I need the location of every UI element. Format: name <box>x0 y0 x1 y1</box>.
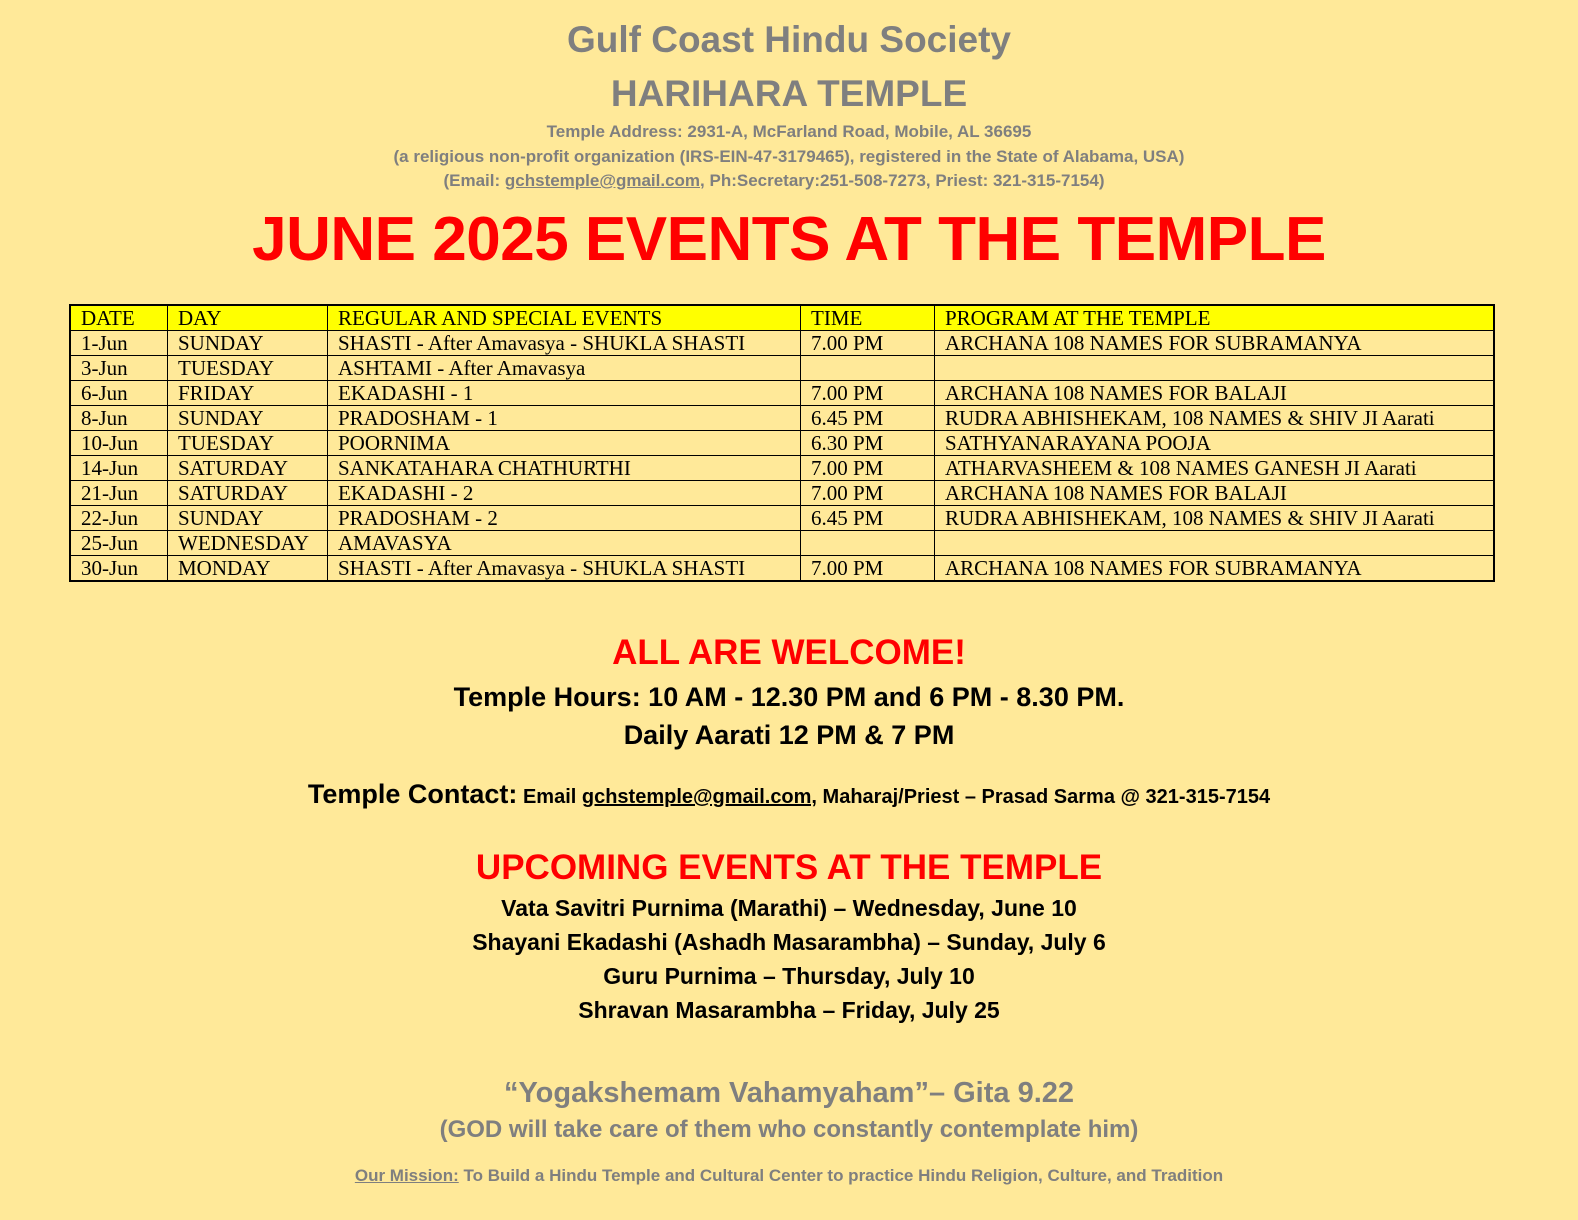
cell-time <box>801 356 935 381</box>
cell-date: 3-Jun <box>70 356 168 381</box>
cell-day: MONDAY <box>168 556 328 582</box>
cell-date: 21-Jun <box>70 481 168 506</box>
header-date: DATE <box>70 305 168 331</box>
cell-program: RUDRA ABHISHEKAM, 108 NAMES & SHIV JI Aarati <box>935 406 1495 431</box>
list-item: Shravan Masarambha – Friday, July 25 <box>578 997 1000 1023</box>
daily-aarati: Daily Aarati 12 PM & 7 PM <box>623 720 955 750</box>
cell-day: TUESDAY <box>168 431 328 456</box>
cell-program: ARCHANA 108 NAMES FOR BALAJI <box>935 381 1495 406</box>
cell-program: ARCHANA 108 NAMES FOR SUBRAMANYA <box>935 556 1495 582</box>
cell-day: SATURDAY <box>168 481 328 506</box>
cell-day: FRIDAY <box>168 381 328 406</box>
org-name: Gulf Coast Hindu Society <box>566 19 1012 60</box>
cell-date: 30-Jun <box>70 556 168 582</box>
cell-day: WEDNESDAY <box>168 531 328 556</box>
header-time: TIME <box>801 305 935 331</box>
cell-program: RUDRA ABHISHEKAM, 108 NAMES & SHIV JI Aarati <box>935 506 1495 531</box>
cell-date: 8-Jun <box>70 406 168 431</box>
mission-statement <box>0 1163 1578 1189</box>
cell-day: SUNDAY <box>168 406 328 431</box>
cell-time: 6.45 PM <box>801 406 935 431</box>
cell-day: SATURDAY <box>168 456 328 481</box>
cell-date: 25-Jun <box>70 531 168 556</box>
cell-event: AMAVASYA <box>328 531 801 556</box>
cell-program: ARCHANA 108 NAMES FOR SUBRAMANYA <box>935 331 1495 356</box>
cell-event: ASHTAMI - After Amavasya <box>328 356 801 381</box>
phone-info: , Ph:Secretary:251-508-7273, Priest: 321-315-7154) <box>700 171 1105 190</box>
cell-program <box>935 531 1495 556</box>
cell-event: PRADOSHAM - 2 <box>328 506 801 531</box>
cell-time <box>801 531 935 556</box>
header-events: REGULAR AND SPECIAL EVENTS <box>328 305 801 331</box>
cell-date: 10-Jun <box>70 431 168 456</box>
cell-program: SATHYANARAYANA POOJA <box>935 431 1495 456</box>
header-email-link[interactable]: gchstemple@gmail.com <box>504 171 701 190</box>
header-program: PROGRAM AT THE TEMPLE <box>935 305 1495 331</box>
cell-date: 6-Jun <box>70 381 168 406</box>
temple-address: Temple Address: 2931-A, McFarland Road, Mobile, AL 36695 <box>546 122 1032 141</box>
table-row <box>70 456 1494 481</box>
cell-time: 7.00 PM <box>801 556 935 582</box>
mission-text: To Build a Hindu Temple and Cultural Center to practice Hindu Religion, Culture, and Tradition <box>458 1166 1224 1185</box>
table-row <box>70 406 1494 431</box>
quote-meaning: (GOD will take care of them who constantly contemplate him) <box>439 1116 1139 1143</box>
mission-label: Our Mission: <box>354 1166 459 1185</box>
cell-program: ARCHANA 108 NAMES FOR BALAJI <box>935 481 1495 506</box>
cell-day: SUNDAY <box>168 331 328 356</box>
cell-day: TUESDAY <box>168 356 328 381</box>
cell-day: SUNDAY <box>168 506 328 531</box>
table-row <box>70 356 1494 381</box>
table-row <box>70 481 1494 506</box>
email-prefix: (Email: <box>443 171 505 190</box>
list-item: Shayani Ekadashi (Ashadh Masarambha) – Sunday, July 6 <box>472 929 1106 955</box>
temple-hours: Temple Hours: 10 AM - 12.30 PM and 6 PM - 8.30 PM. <box>453 682 1125 712</box>
cell-date: 1-Jun <box>70 331 168 356</box>
events-table <box>69 304 1495 582</box>
cell-time: 7.00 PM <box>801 381 935 406</box>
table-row <box>70 381 1494 406</box>
contact-label: Temple Contact: <box>307 779 518 809</box>
table-row <box>70 531 1494 556</box>
list-item: Guru Purnima – Thursday, July 10 <box>603 963 975 989</box>
contact-priest: Maharaj/Priest – Prasad Sarma @ 321-315-7154 <box>817 786 1271 808</box>
cell-event: SANKATAHARA CHATHURTHI <box>328 456 801 481</box>
upcoming-events-heading: UPCOMING EVENTS AT THE TEMPLE <box>475 848 1103 887</box>
cell-time: 7.00 PM <box>801 481 935 506</box>
cell-event: SHASTI - After Amavasya - SHUKLA SHASTI <box>328 556 801 582</box>
gita-quote: “Yogakshemam Vahamyaham”– Gita 9.22 <box>503 1077 1075 1109</box>
temple-contact <box>0 774 1578 819</box>
table-row <box>70 431 1494 456</box>
cell-program: ATHARVASHEEM & 108 NAMES GANESH JI Aarati <box>935 456 1495 481</box>
events-table-body <box>70 331 1494 582</box>
cell-time: 6.45 PM <box>801 506 935 531</box>
contact-email-prefix: Email <box>517 786 582 808</box>
temple-name: HARIHARA TEMPLE <box>610 73 968 114</box>
cell-time: 7.00 PM <box>801 456 935 481</box>
table-row <box>70 556 1494 582</box>
upcoming-events-list <box>0 891 1578 1027</box>
cell-date: 22-Jun <box>70 506 168 531</box>
cell-program <box>935 356 1495 381</box>
header-day: DAY <box>168 305 328 331</box>
table-row <box>70 331 1494 356</box>
cell-event: EKADASHI - 1 <box>328 381 801 406</box>
welcome-heading: ALL ARE WELCOME! <box>612 633 966 672</box>
list-item: Vata Savitri Purnima (Marathi) – Wednesday, June 10 <box>501 895 1077 921</box>
cell-date: 14-Jun <box>70 456 168 481</box>
table-header-row <box>70 305 1494 331</box>
table-row <box>70 506 1494 531</box>
page-title: JUNE 2025 EVENTS AT THE TEMPLE <box>252 205 1326 274</box>
contact-line <box>0 170 1578 192</box>
cell-event: POORNIMA <box>328 431 801 456</box>
cell-event: SHASTI - After Amavasya - SHUKLA SHASTI <box>328 331 801 356</box>
cell-event: PRADOSHAM - 1 <box>328 406 801 431</box>
cell-time: 6.30 PM <box>801 431 935 456</box>
registration-info: (a religious non-profit organization (IRS-EIN-47-3179465), registered in the State of Alabama, USA) <box>393 147 1185 166</box>
cell-time: 7.00 PM <box>801 331 935 356</box>
cell-event: EKADASHI - 2 <box>328 481 801 506</box>
contact-email-link[interactable]: gchstemple@gmail.com, <box>581 786 817 808</box>
